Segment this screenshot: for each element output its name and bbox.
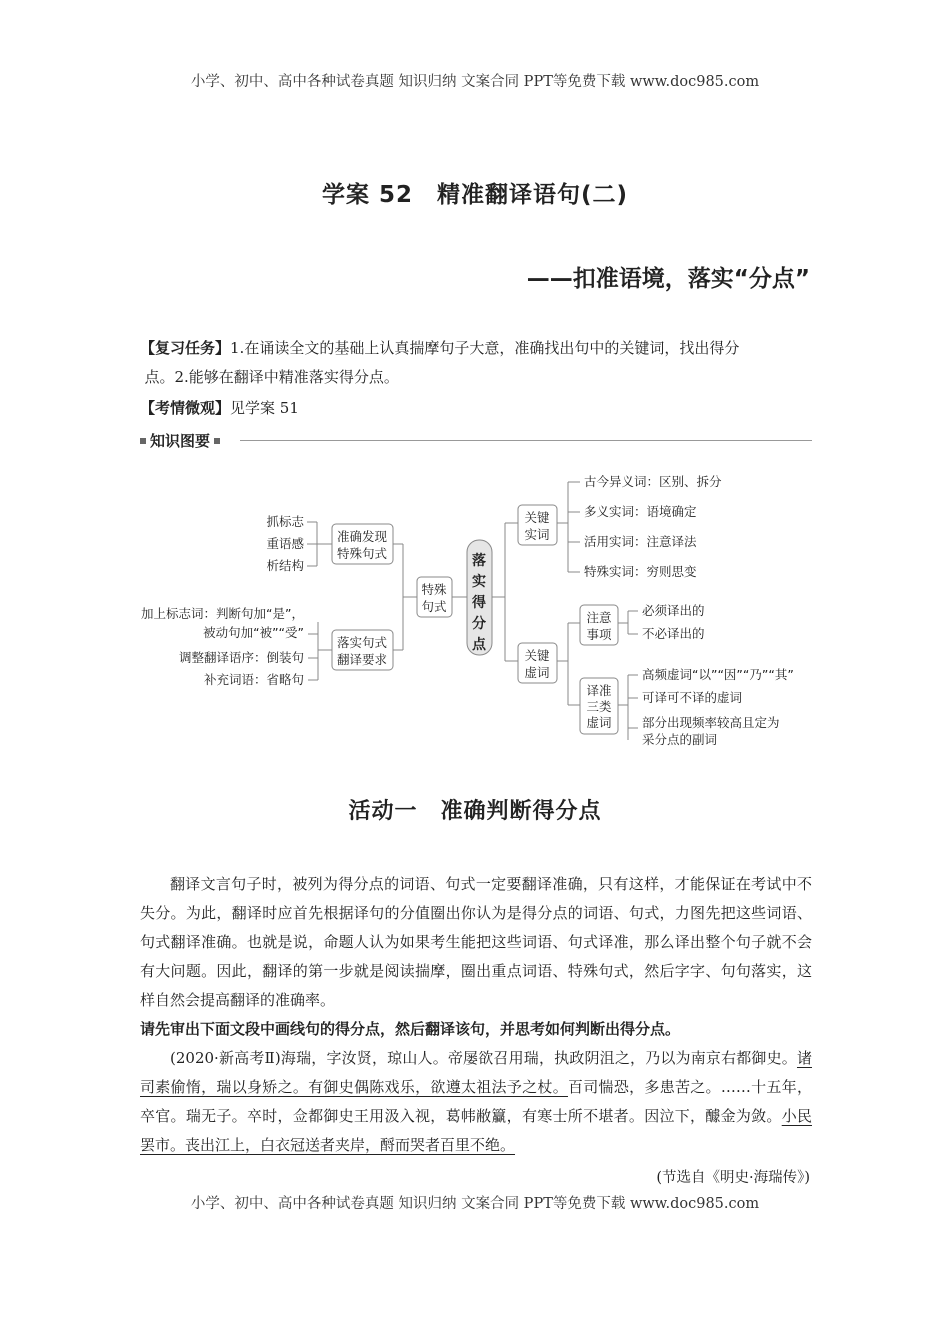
page-subtitle: ——扣准语境，落实“分点” (526, 266, 810, 292)
exam-view-label: 【考情微观】 (140, 399, 231, 417)
special-line: 句式 (421, 599, 447, 614)
three-types-line: 三类 (586, 699, 612, 714)
review-task-line2: 点。2.能够在翻译中精准落实得分点。 (144, 368, 399, 386)
passage-underlined-2: 小民罢市。丧出江上，白衣冠送者夹岸，酹而哭者百里不绝。 (140, 1107, 812, 1154)
content-item: 古今异义词：区别、拆分 (584, 474, 722, 489)
section-square-icon (140, 438, 146, 444)
center-char: 分 (472, 616, 486, 632)
attention-item: 不必译出的 (642, 626, 705, 641)
key-content-line: 关键 (524, 510, 550, 525)
special-line: 特殊 (421, 582, 447, 597)
knowledge-mindmap (0, 460, 950, 760)
attention-item: 必须译出的 (642, 603, 705, 618)
body-paragraph: 翻译文言句子时，被列为得分点的词语、句式一定要翻译准确，只有这样，才能保证在考试中不失分。为此，翻译时应首先根据译句的分值圈出你认为是得分点的词语、句式，力图先把这些词语、句式翻译准确。也就是说，命题人认为如果考生能把这些词语、句式译准，那么译出整个句子就不会有大问题。因此，翻译的第一步就是阅读揣摩，圈出重点词语、特殊句式，然后字字、句句落实，这样自然会提高翻译的准确率。 (140, 875, 812, 1009)
passage-underlined-1: 诸司素偷惰，瑞以身矫之。有御史偶陈戏乐，欲遵太祖法予之杖。 (140, 1049, 812, 1096)
translate-req-line: 翻译要求 (336, 652, 388, 667)
three-item-1: 高频虚词“以”“因”“乃”“其” (642, 667, 794, 682)
translate-item-2: 调整翻译语序：倒装句 (178, 650, 304, 665)
three-types-line: 译准 (586, 683, 612, 698)
center-char: 落 (472, 553, 486, 569)
content-item: 活用实词：注意译法 (584, 534, 697, 549)
translate-item-1a: 加上标志词：判断句加“是”， (141, 606, 304, 621)
review-task (140, 334, 812, 392)
key-function-line: 关键 (524, 648, 550, 663)
center-char: 实 (472, 574, 486, 590)
find-special-line: 准确发现 (336, 529, 388, 544)
header-banner: 小学、初中、高中各种试卷真题 知识归纳 文案合同 PPT等免费下载 www.doc985.com (190, 74, 760, 90)
passage (140, 1044, 812, 1160)
footer-banner: 小学、初中、高中各种试卷真题 知识归纳 文案合同 PPT等免费下载 www.doc985.com (190, 1196, 760, 1212)
translate-item-1b: 被动句加“被”“受” (203, 625, 304, 640)
activity-title: 活动一 准确判断得分点 (348, 799, 602, 824)
find-item: 抓标志 (266, 514, 304, 529)
three-types-line: 虚词 (586, 715, 612, 730)
three-item-2: 可译可不译的虚词 (642, 690, 743, 705)
section-label: 知识图要 (150, 432, 211, 450)
content-item: 特殊实词：穷则思变 (584, 564, 697, 579)
translate-item-3: 补充词语：省略句 (203, 672, 304, 687)
instruction: 请先审出下面文段中画线句的得分点，然后翻译该句，并思考如何判断出得分点。 (140, 1020, 681, 1038)
three-item-3b: 采分点的副词 (642, 732, 718, 747)
passage-source: (节选自《明史·海瑞传》) (656, 1170, 810, 1186)
section-square-icon (214, 438, 220, 444)
review-task-line1: 1.在诵读全文的基础上认真揣摩句子大意，准确找出句中的关键词，找出得分 (230, 339, 740, 357)
section-header (140, 430, 812, 450)
find-item: 重语感 (266, 536, 304, 551)
center-char: 得 (472, 595, 486, 611)
passage-part-a: (2020·新高考Ⅱ)海瑞，字汝贤，琼山人。帝屡欲召用瑞，执政阴沮之，乃以为南京右都御史。 (170, 1049, 797, 1067)
find-item: 析结构 (266, 558, 304, 573)
activity-body (140, 870, 812, 1160)
attention-line: 注意 (586, 610, 612, 625)
exam-view-text: 见学案 51 (230, 399, 299, 417)
page-title: 学案 52 精准翻译语句(二) (321, 182, 629, 208)
find-special-line: 特殊句式 (336, 546, 388, 561)
translate-req-line: 落实句式 (336, 635, 388, 650)
exam-view (140, 394, 812, 423)
key-content-line: 实词 (524, 527, 550, 542)
center-char: 点 (472, 637, 486, 653)
passage-part-b: 百司惴恐，多患苦之。……十五年，卒官。瑞无子。卒时，佥都御史王用汲入视，葛帏敝籯，有寒士所不堪者。因泣下，醵金为敛。 (140, 1078, 812, 1125)
attention-line: 事项 (586, 627, 612, 642)
content-item: 多义实词：语境确定 (584, 504, 697, 519)
section-divider (240, 440, 812, 441)
review-task-label: 【复习任务】 (140, 339, 231, 357)
key-function-line: 虚词 (524, 665, 550, 680)
three-item-3a: 部分出现频率较高且定为 (642, 715, 780, 730)
